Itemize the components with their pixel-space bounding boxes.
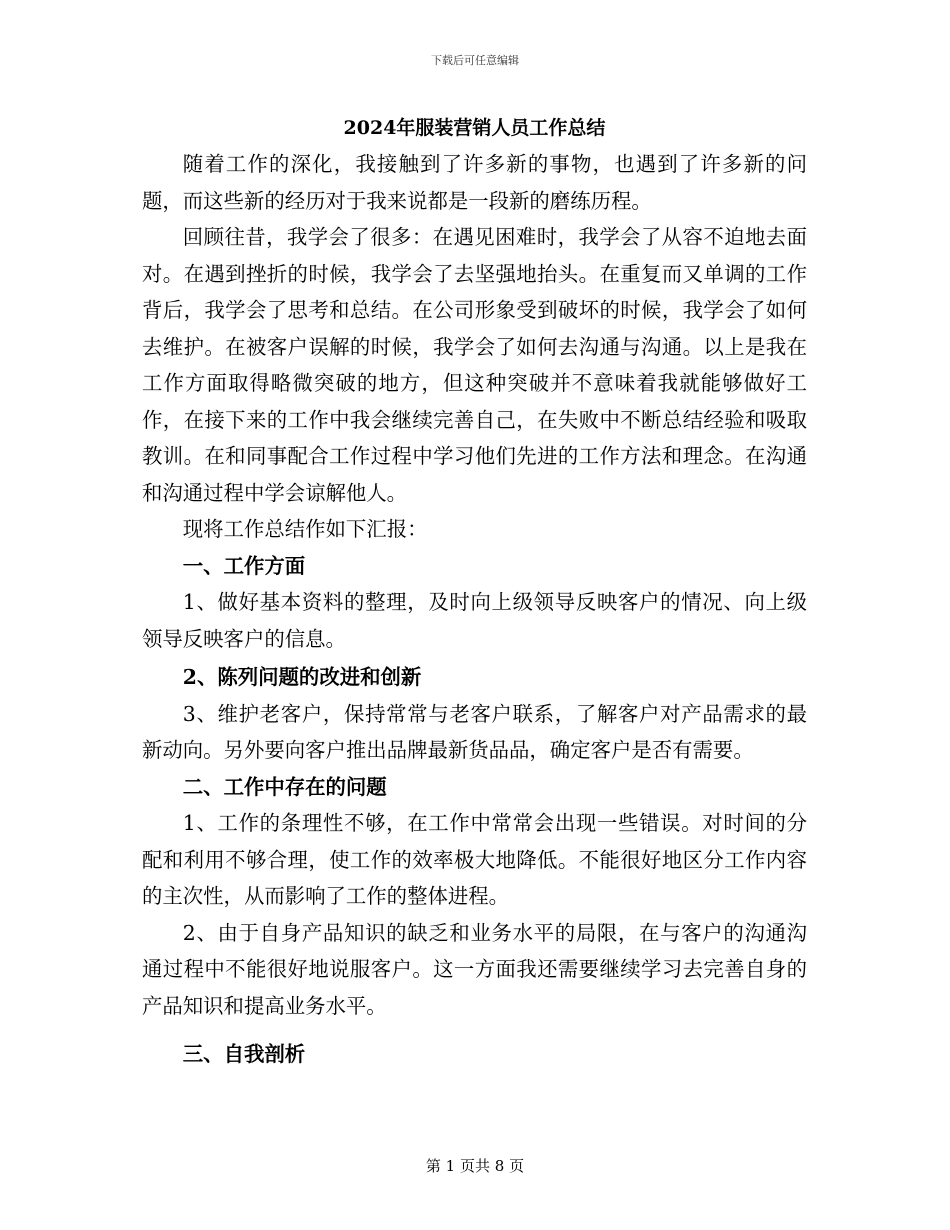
paragraph-problem-2: 2、由于自身产品知识的缺乏和业务水平的局限，在与客户的沟通沟通过程中不能很好地说服客户。这一方面我还需要继续学习去完善自身的产品知识和提高业务水平。: [142, 920, 807, 1018]
paragraph-item-1: 1、做好基本资料的整理，及时向上级领导反映客户的情况、向上级领导反映客户的信息。: [142, 590, 807, 651]
paragraph-review: 回顾往昔，我学会了很多：在遇见困难时，我学会了从容不迫地去面对。在遇到挫折的时候，我学会了去坚强地抬头。在重复而又单调的工作背后，我学会了思考和总结。在公司形象受到破坏的时候，我学会了如何去维护。在被客户误解的时候，我学会了如何去沟通与沟通。以上是我在工作方面取得略微突破的地方，但这种突破并不意味着我就能够做好工作，在接下来的工作中我会继续完善自己，在失败中不断总结经验和吸取教训。在和同事配合工作过程中学习他们先进的工作方法和理念。在沟通和沟通过程中学会谅解他人。: [142, 225, 807, 505]
section-heading-problems: 二、工作中存在的问题: [182, 774, 387, 799]
page-footer: 第 1 页共 8 页: [425, 1157, 525, 1175]
paragraph-item-3: 3、维护老客户，保持常常与老客户联系，了解客户对产品需求的最新动向。另外要向客户推出品牌最新货品品，确定客户是否有需要。: [142, 701, 807, 762]
section-heading-self-analysis: 三、自我剖析: [182, 1042, 306, 1066]
paragraph-report-lead: 现将工作总结作如下汇报：: [182, 517, 428, 541]
subheading-display: 2、陈列问题的改进和创新: [182, 665, 422, 689]
page-header: 下载后可任意编辑: [431, 54, 519, 67]
document-title: 2024年服装营销人员工作总结: [343, 117, 606, 139]
paragraph-problem-1: 1、工作的条理性不够，在工作中常常会出现一些错误。对时间的分配和利用不够合理，使工作的效率极大地降低。不能很好地区分工作内容的主次性，从而影响了工作的整体进程。: [142, 811, 807, 908]
document-body: [142, 110, 807, 1073]
paragraph-intro: 随着工作的深化，我接触到了许多新的事物，也遇到了许多新的问题，而这些新的经历对于我来说都是一段新的磨练历程。: [142, 152, 807, 213]
section-heading-work: 一、工作方面: [182, 553, 306, 578]
